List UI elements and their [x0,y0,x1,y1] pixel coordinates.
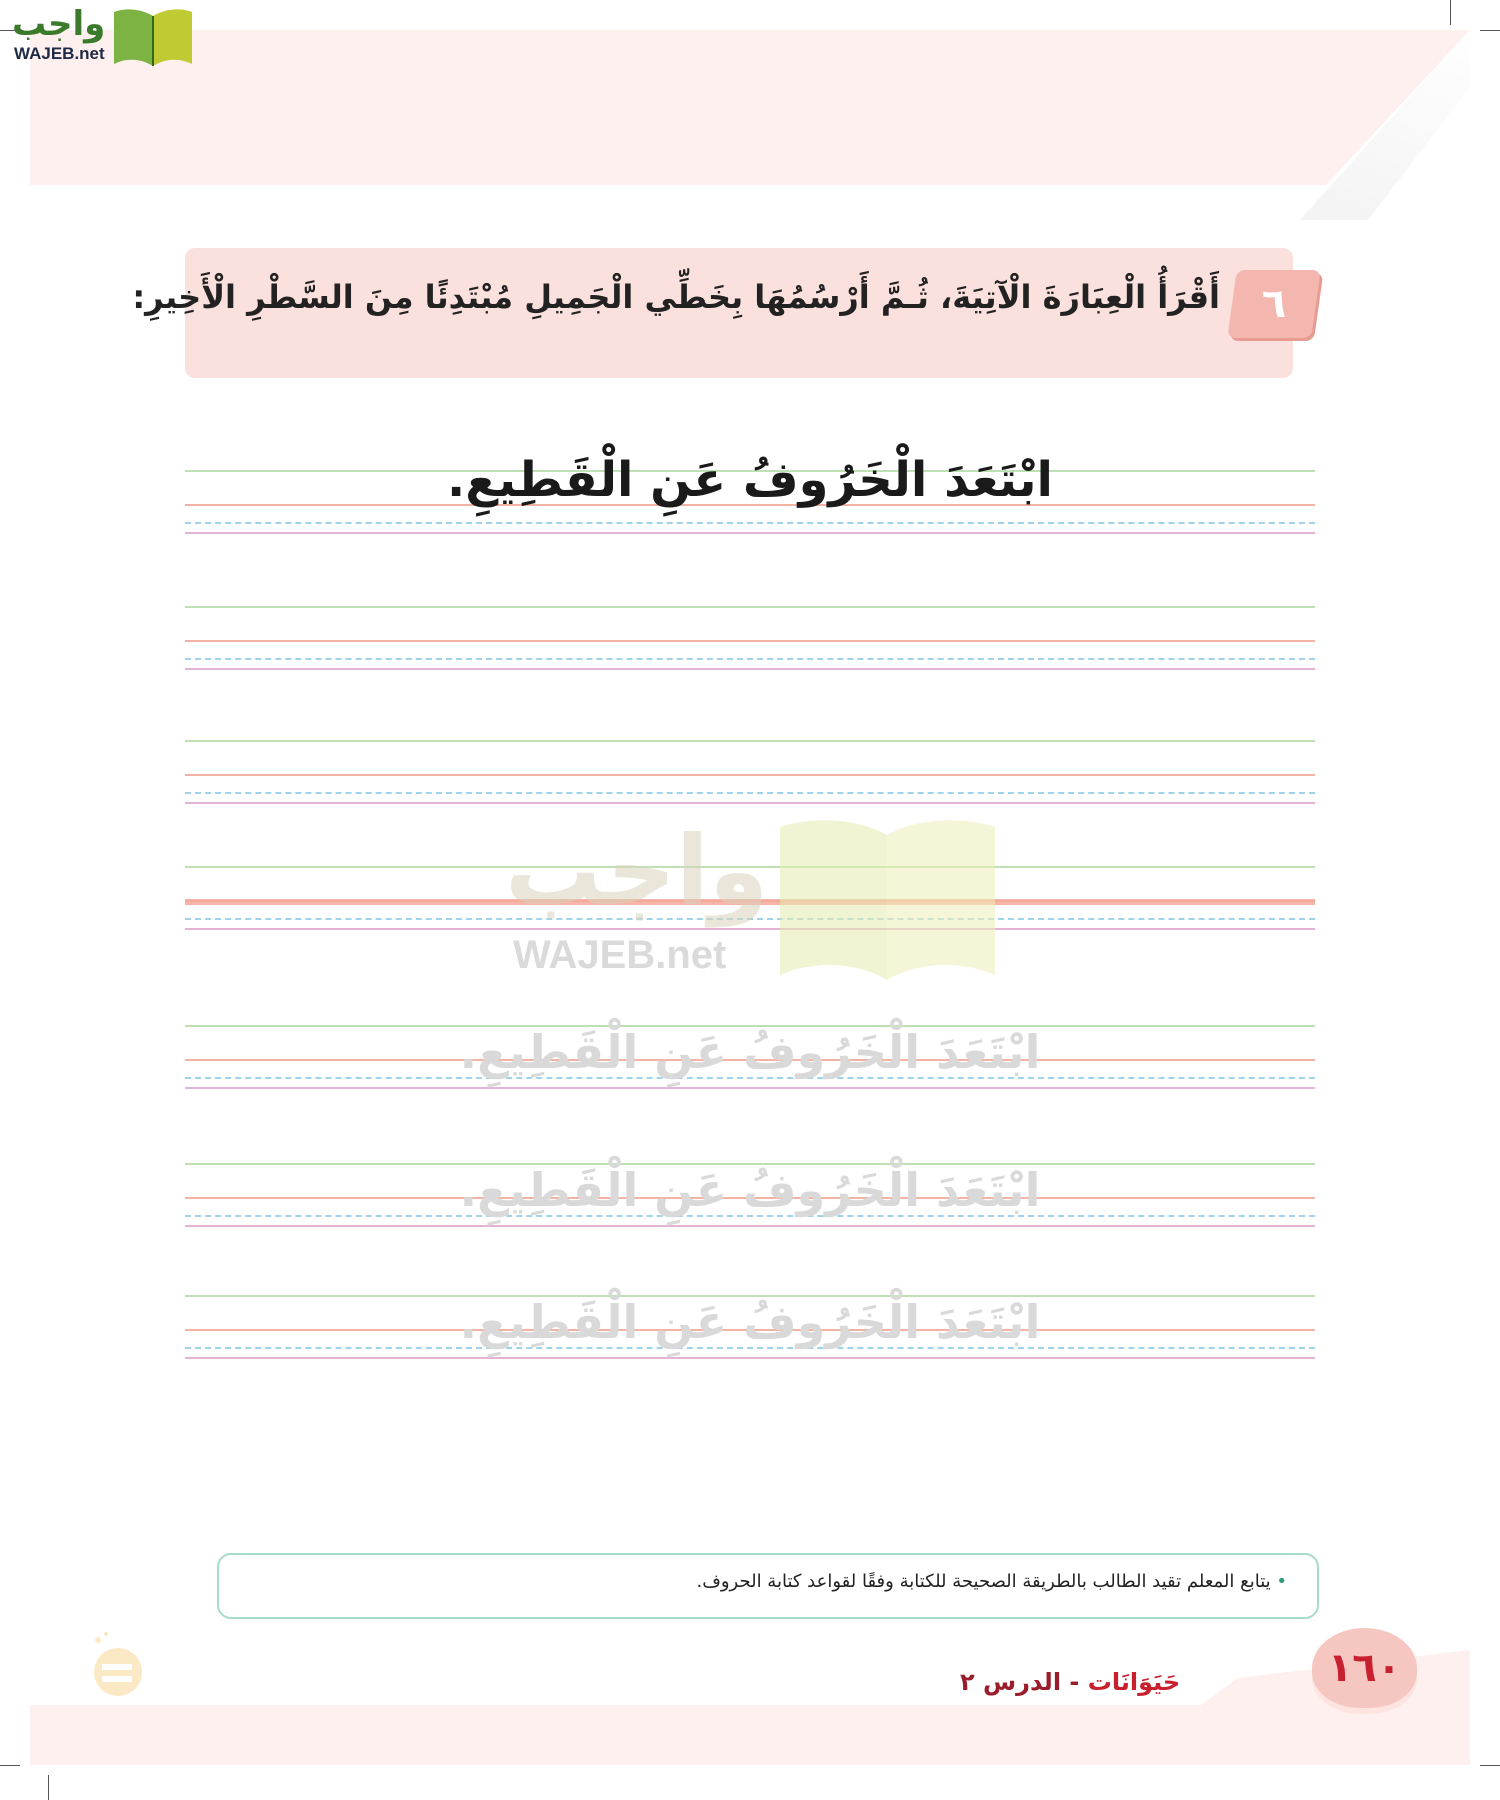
teacher-note [696,1571,1287,1592]
teacher-note-box [217,1553,1319,1619]
watermark-book-icon [775,815,1000,985]
header-band [30,30,1470,185]
lesson-unit: حَيَوَانَات [1087,1668,1181,1696]
lesson-title [960,1668,1180,1696]
watermark-english: WAJEB.net [513,933,727,977]
crop-mark [1480,1765,1500,1766]
watermark [505,815,1005,990]
trace-sentence: ابْتَعَدَ الْخَرُوفُ عَنِ الْقَطِيعِ. [459,1163,1041,1217]
teacher-note-text: يتابع المعلم تقيد الطالب بالطريقة الصحيحة للكتابة وفقًا لقواعد كتابة الحروف. [696,1571,1271,1592]
note-bullet: • [1276,1571,1287,1592]
logo-english-text: WAJEB.net [14,44,105,63]
crop-mark [1450,0,1451,25]
site-logo[interactable] [8,4,193,68]
page-number: ١٦٠ [1327,1645,1402,1691]
exercise-number: ٦ [1261,281,1287,327]
lesson-number: الدرس ٢ [960,1668,1062,1696]
page-number-badge [1312,1628,1417,1708]
trace-sentence: ابْتَعَدَ الْخَرُوفُ عَنِ الْقَطِيعِ. [459,1025,1041,1079]
open-book-icon [112,6,194,68]
crop-mark [1480,30,1500,31]
model-sentence: ابْتَعَدَ الْخَرُوفُ عَنِ الْقَطِيعِ. [447,452,1053,508]
exercise-number-badge [1227,270,1321,338]
handwriting-line-blank[interactable] [185,740,1315,810]
trace-sentence: ابْتَعَدَ الْخَرُوفُ عَنِ الْقَطِيعِ. [459,1295,1041,1349]
publisher-logo-icon [88,1628,148,1700]
lesson-separator: - [1061,1668,1088,1696]
handwriting-line-blank[interactable] [185,606,1315,676]
logo-arabic-text: واجب [12,4,106,44]
crop-mark [48,1775,49,1800]
crop-mark [0,1765,20,1766]
exercise-instruction: أَقْرَأُ الْعِبَارَةَ الْآتِيَةَ، ثُـمَّ أَرْسُمُهَا بِخَطِّي الْجَمِيلِ مُبْتَدِئًا مِنَ السَّطْرِ الْأَخِيرِ: [132,278,1220,316]
watermark-arabic: واجب [505,815,769,927]
footer-band [30,1705,1470,1765]
